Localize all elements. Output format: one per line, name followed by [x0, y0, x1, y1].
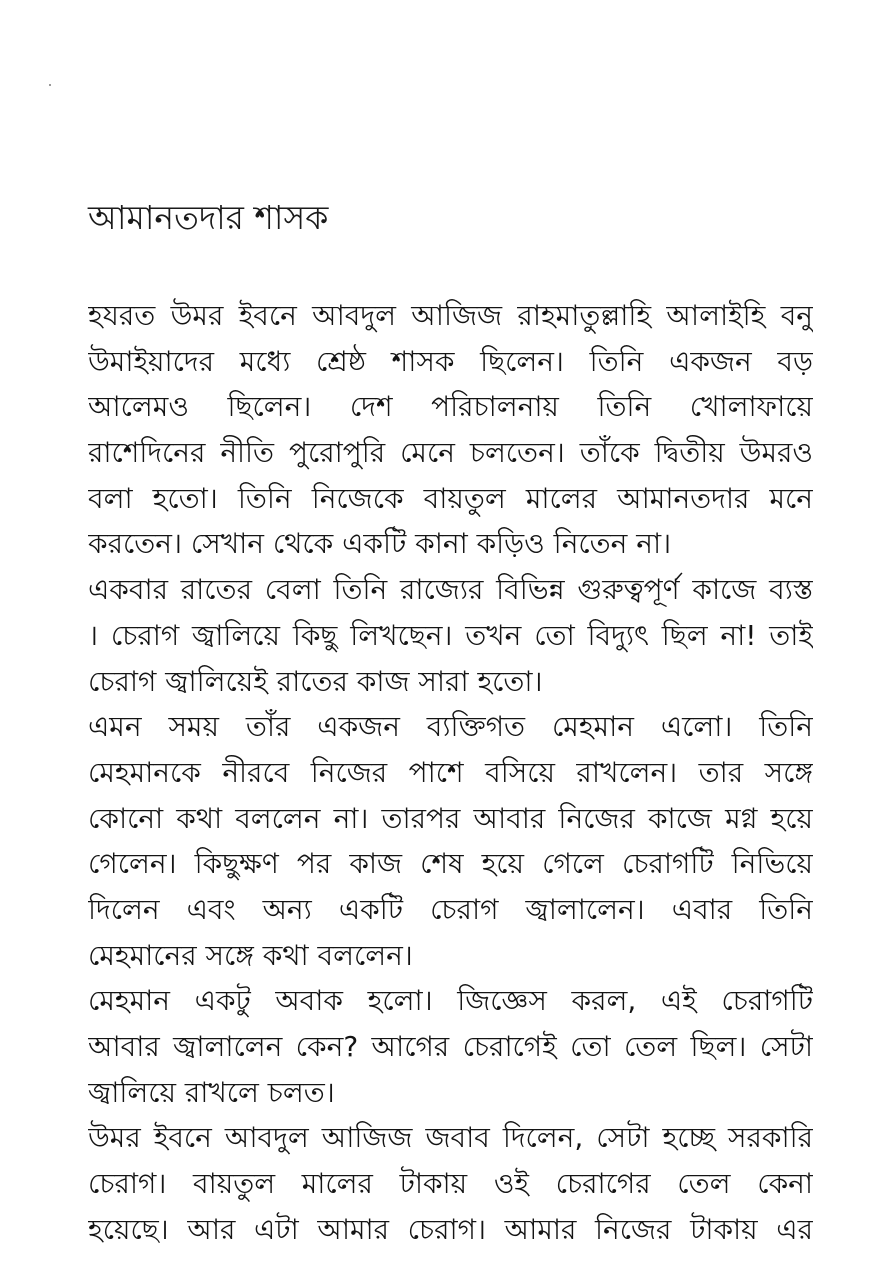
text-line: এমন সময় তাঁর একজন ব্যক্তিগত মেহমান এলো। তিনি [88, 710, 813, 744]
story-body [88, 293, 813, 1252]
text-line: উমাইয়াদের মধ্যে শ্রেষ্ঠ শাসক ছিলেন। তিনি একজন বড় [88, 344, 813, 378]
text-line: দিলেন এবং অন্য একটি চেরাগ জ্বালালেন। এবার তিনি [88, 892, 813, 926]
story-title: আমানতদার শাসক [88, 198, 329, 237]
text-line: মেহমানের সঙ্গে কথা বললেন। [88, 938, 413, 972]
text-line: চেরাগ। বায়তুল মালের টাকায় ওই চেরাগের তেল কেনা [88, 1167, 813, 1201]
text-line: একবার রাতের বেলা তিনি রাজ্যের বিভিন্ন গুরুত্বপূর্ণ কাজে ব্যস্ত [88, 573, 813, 607]
text-line: মেহমানকে নীরবে নিজের পাশে বসিয়ে রাখলেন। তার সঙ্গে [88, 755, 813, 789]
text-line: জ্বালিয়ে রাখলে চলত। [88, 1075, 335, 1109]
text-line: রাশেদিনের নীতি পুরোপুরি মেনে চলতেন। তাঁকে দ্বিতীয় উমরও [88, 436, 813, 470]
text-line: করতেন। সেখান থেকে একটি কানা কড়িও নিতেন না। [88, 527, 672, 561]
text-line: কোনো কথা বললেন না। তারপর আবার নিজের কাজে মগ্ন হয়ে [88, 801, 813, 835]
text-line: হযরত উমর ইবনে আবদুল আজিজ রাহমাতুল্লাহি আলাইহি বনু [88, 299, 813, 332]
scan-dot [49, 84, 51, 86]
text-line: মেহমান একটু অবাক হলো। জিজ্ঞেস করল, এই চেরাগটি [88, 984, 813, 1018]
text-line: আবার জ্বালালেন কেন? আগের চেরাগেই তো তেল ছিল। সেটা [88, 1030, 813, 1063]
text-line: হয়েছে। আর এটা আমার চেরাগ। আমার নিজের টাকায় এর [88, 1212, 813, 1246]
text-line: আলেমও ছিলেন। দেশ পরিচালনায় তিনি খোলাফায়ে [88, 390, 813, 424]
text-line: গেলেন। কিছুক্ষণ পর কাজ শেষ হয়ে গেলে চেরাগটি নিভিয়ে [88, 847, 813, 881]
text-line: বলা হতো। তিনি নিজেকে বায়তুল মালের আমানতদার মনে [88, 481, 813, 515]
text-line: উমর ইবনে আবদুল আজিজ জবাব দিলেন, সেটা হচ্ছে সরকারি [88, 1121, 813, 1155]
text-line: । চেরাগ জ্বালিয়ে কিছু লিখছেন। তখন তো বিদ্যুৎ ছিল না! তাই [88, 618, 813, 652]
text-line: চেরাগ জ্বালিয়েই রাতের কাজ সারা হতো। [88, 664, 543, 698]
